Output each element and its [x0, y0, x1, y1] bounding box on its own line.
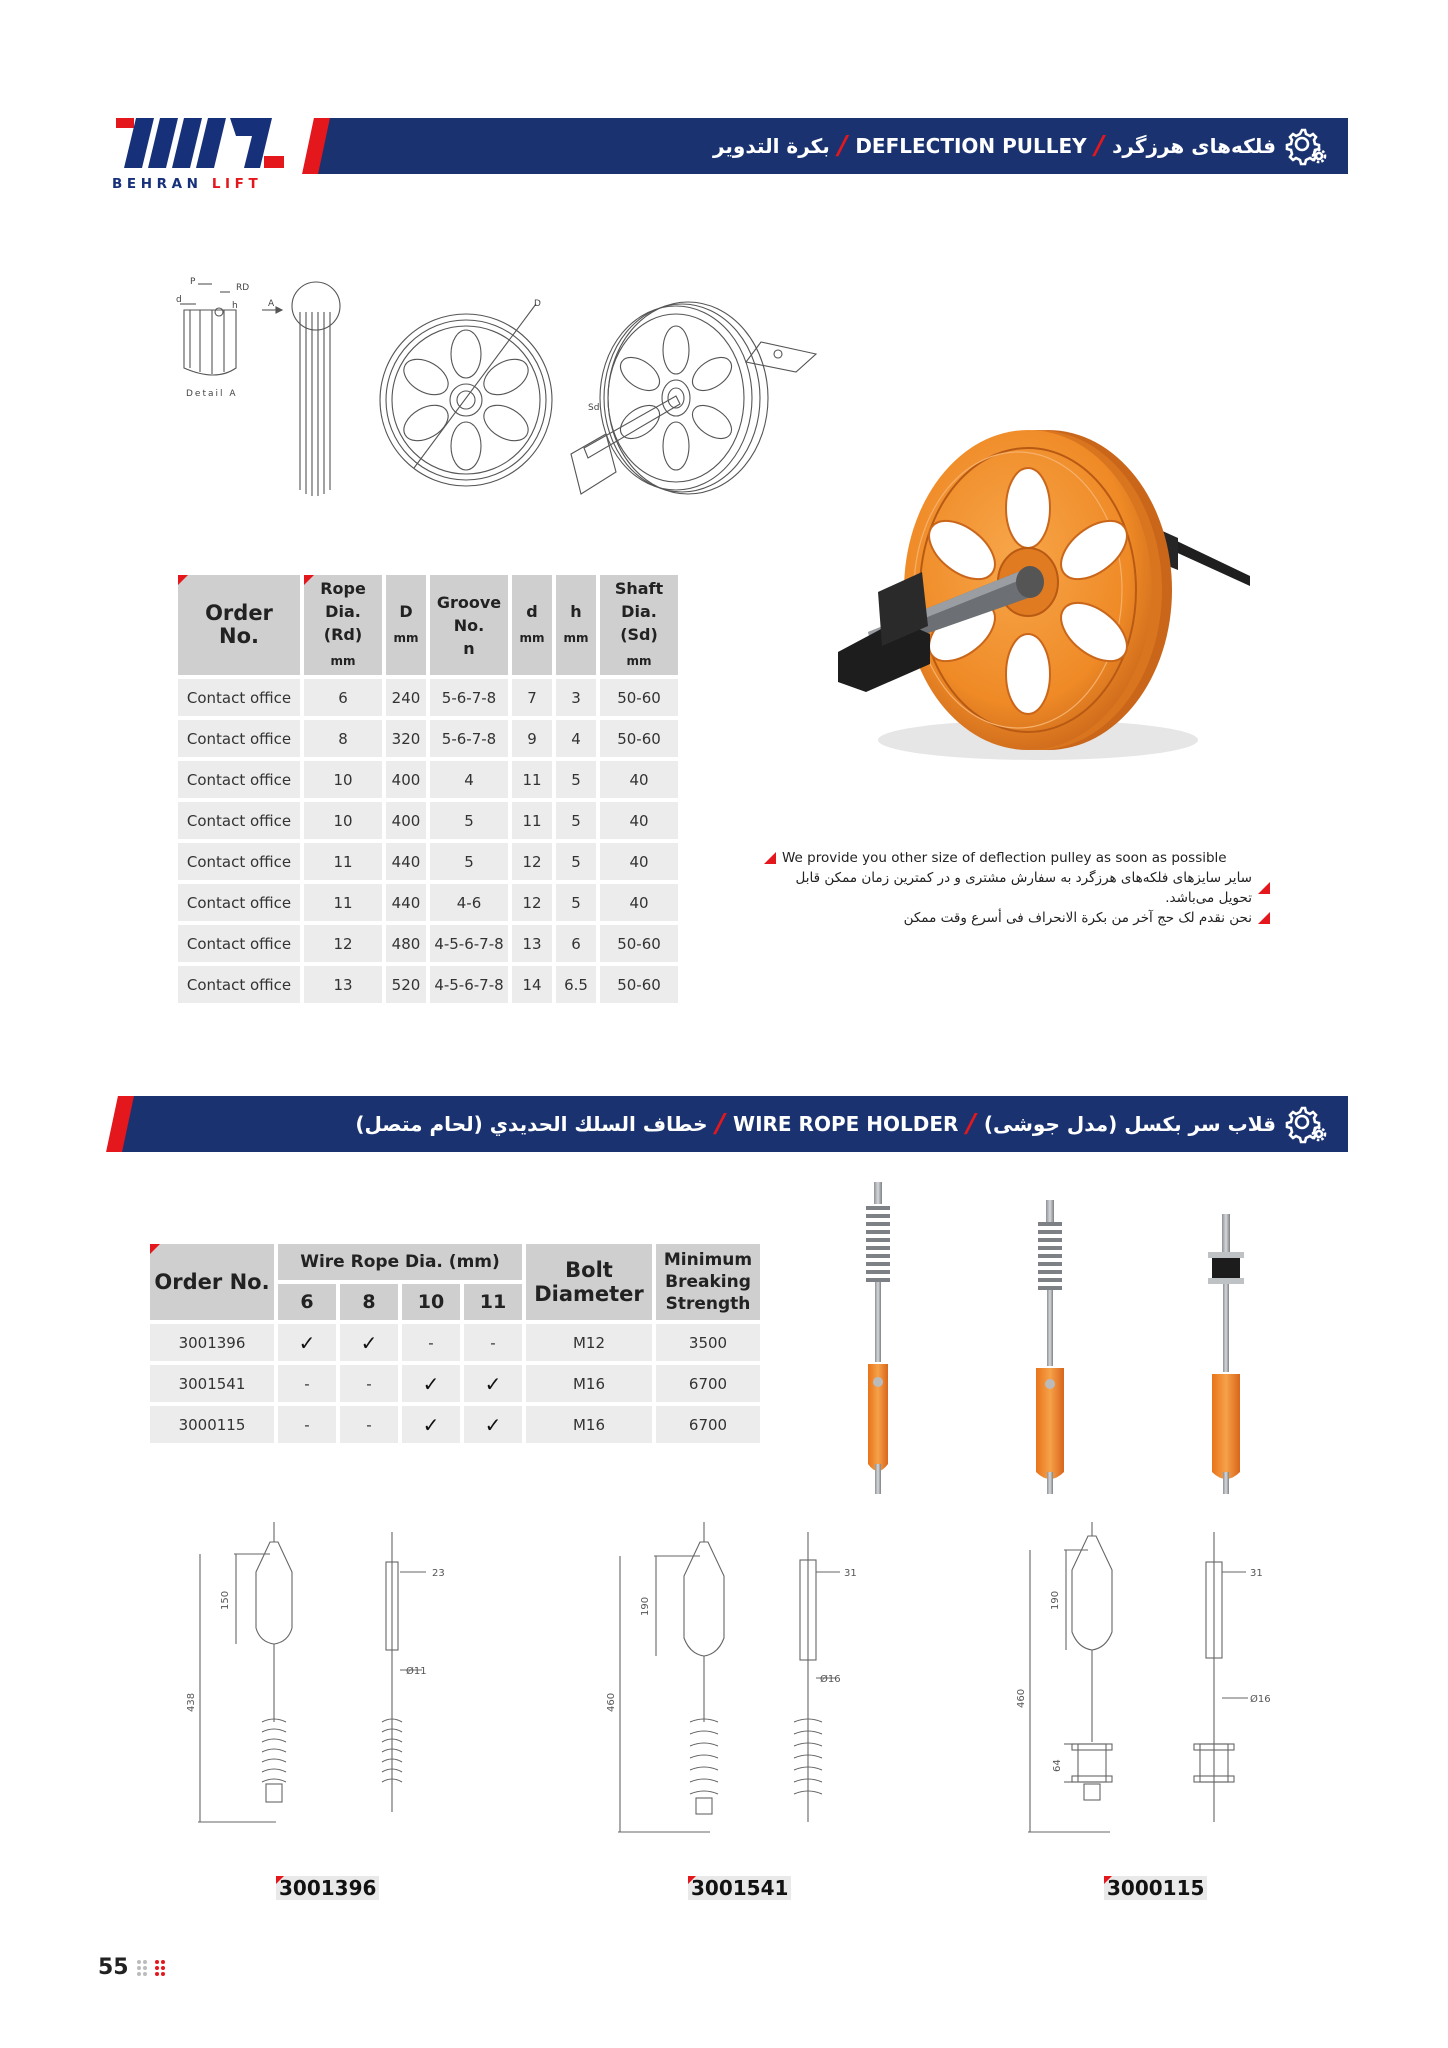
cell-h: 5	[556, 843, 596, 880]
col-header-size-6: 6	[278, 1284, 336, 1320]
col-header-h: h mm	[556, 575, 596, 675]
page-number: 55	[98, 1955, 169, 1980]
model-label-3001396: 3001396	[276, 1876, 379, 1900]
cell-shaft-dia: 40	[600, 761, 678, 798]
cell-order-no: Contact office	[178, 925, 300, 962]
cell-d: 11	[512, 761, 552, 798]
dim-label-width-1: 23	[432, 1568, 445, 1579]
dots-icon	[135, 1957, 169, 1979]
col-header-size-11: 11	[464, 1284, 522, 1320]
cell-d: 7	[512, 679, 552, 716]
col-header-bolt-diameter: Bolt Diameter	[526, 1244, 652, 1320]
drawing-label-h: h	[232, 301, 238, 311]
banner-separator: /	[966, 1109, 976, 1139]
holder-photo-3001396	[866, 1182, 890, 1494]
cell-h: 5	[556, 802, 596, 839]
cell-size-10: ✓	[402, 1406, 460, 1443]
banner-title-arabic: بكرة التدوير	[712, 134, 830, 158]
banner-separator: /	[837, 131, 848, 161]
cell-order-no: Contact office	[178, 679, 300, 716]
dim-label-diameter-1: Ø11	[406, 1666, 427, 1677]
cell-rope-dia: 11	[304, 884, 382, 921]
cell-groove-no: 5	[430, 802, 508, 839]
section-banner-deflection-pulley	[318, 118, 1348, 174]
wire-rope-holder-photos	[820, 1178, 1260, 1496]
table-row	[178, 802, 678, 839]
table-row	[178, 966, 678, 1003]
cell-order-no: Contact office	[178, 802, 300, 839]
col-header-min-breaking-strength: Minimum Breaking Strength	[656, 1244, 760, 1320]
cell-rope-dia: 12	[304, 925, 382, 962]
cell-order-no: Contact office	[178, 720, 300, 757]
drawing-label-a: A	[268, 299, 275, 309]
dim-label-total-2: 460	[606, 1692, 617, 1712]
cell-rope-dia: 6	[304, 679, 382, 716]
dim-label-height-1: 150	[220, 1590, 231, 1610]
logo-text	[112, 176, 262, 192]
cell-groove-no: 4-6	[430, 884, 508, 921]
dim-label-total-3: 460	[1016, 1688, 1027, 1708]
col-header-size-8: 8	[340, 1284, 398, 1320]
cell-shaft-dia: 50-60	[600, 679, 678, 716]
col-header-groove-no: Groove No. n	[430, 575, 508, 675]
cell-groove-no: 5	[430, 843, 508, 880]
banner-title-arabic: خطاف السلك الحديدي (لحام متصل)	[355, 1112, 708, 1136]
table-row	[150, 1365, 760, 1402]
cell-rope-dia: 8	[304, 720, 382, 757]
cell-D: 320	[386, 720, 426, 757]
gear-icon	[1284, 1102, 1328, 1146]
cell-rope-dia: 11	[304, 843, 382, 880]
cell-d: 14	[512, 966, 552, 1003]
cell-h: 6	[556, 925, 596, 962]
col-header-rope-dia: Rope Dia. (Rd) mm	[304, 575, 382, 675]
holder-photo-3001541	[1036, 1200, 1064, 1494]
section-banner-wire-rope-holder	[122, 1096, 1348, 1152]
col-header-shaft-dia: Shaft Dia. (Sd) mm	[600, 575, 678, 675]
cell-d: 13	[512, 925, 552, 962]
pulley-notes	[764, 848, 1270, 928]
holder-photo-3000115	[1208, 1214, 1244, 1494]
cell-order-no: 3000115	[150, 1406, 274, 1443]
col-header-d: d mm	[512, 575, 552, 675]
red-triangle-icon	[764, 852, 776, 864]
cell-D: 440	[386, 884, 426, 921]
col-header-size-10: 10	[402, 1284, 460, 1320]
cell-shaft-dia: 50-60	[600, 925, 678, 962]
table-row	[178, 761, 678, 798]
dim-label-height-3: 190	[1050, 1590, 1061, 1610]
cell-size-11: ✓	[464, 1365, 522, 1402]
banner-title-english: DEFLECTION PULLEY	[855, 134, 1087, 158]
drawing-label-d-small: d	[176, 295, 182, 305]
deflection-pulley-table	[174, 571, 682, 1007]
cell-h: 5	[556, 884, 596, 921]
cell-size-8: ✓	[340, 1324, 398, 1361]
banner-separator: /	[1094, 131, 1105, 161]
drawing-label-p: P	[190, 277, 196, 287]
drawing-label-detail: Detail A	[186, 389, 238, 399]
cell-order-no: Contact office	[178, 966, 300, 1003]
cell-size-10: ✓	[402, 1365, 460, 1402]
cell-min-breaking-strength: 6700	[656, 1406, 760, 1443]
cell-bolt-diameter: M16	[526, 1406, 652, 1443]
banner-separator: /	[715, 1109, 726, 1139]
dim-label-width-2: 31	[844, 1568, 857, 1579]
cell-size-10: -	[402, 1324, 460, 1361]
drawing-label-d: D	[534, 299, 541, 309]
cell-shaft-dia: 40	[600, 843, 678, 880]
red-triangle-icon	[1258, 882, 1270, 894]
cell-size-6: ✓	[278, 1324, 336, 1361]
dim-label-total-1: 438	[186, 1692, 197, 1712]
cell-size-6: -	[278, 1365, 336, 1402]
cell-size-8: -	[340, 1365, 398, 1402]
cell-D: 400	[386, 761, 426, 798]
drawing-label-sd: Sd	[588, 403, 600, 413]
cell-D: 400	[386, 802, 426, 839]
cell-size-6: -	[278, 1406, 336, 1443]
cell-groove-no: 5-6-7-8	[430, 720, 508, 757]
logo-mark-icon	[112, 116, 288, 170]
cell-groove-no: 4	[430, 761, 508, 798]
cell-bolt-diameter: M12	[526, 1324, 652, 1361]
cell-rope-dia: 13	[304, 966, 382, 1003]
cell-D: 480	[386, 925, 426, 962]
cell-D: 440	[386, 843, 426, 880]
red-triangle-icon	[1258, 912, 1270, 924]
cell-groove-no: 5-6-7-8	[430, 679, 508, 716]
cell-order-no: 3001396	[150, 1324, 274, 1361]
cell-d: 9	[512, 720, 552, 757]
holder-technical-drawings	[180, 1522, 1300, 1840]
cell-shaft-dia: 40	[600, 884, 678, 921]
dim-label-rubber-3: 64	[1052, 1759, 1063, 1772]
cell-size-8: -	[340, 1406, 398, 1443]
banner-title-english: WIRE ROPE HOLDER	[733, 1112, 959, 1136]
gear-icon	[1284, 124, 1328, 168]
cell-d: 11	[512, 802, 552, 839]
cell-order-no: 3001541	[150, 1365, 274, 1402]
cell-groove-no: 4-5-6-7-8	[430, 925, 508, 962]
cell-shaft-dia: 40	[600, 802, 678, 839]
cell-rope-dia: 10	[304, 802, 382, 839]
note-persian: سایر سایزهای فلکه‌های هرزگرد به سفارش مشتری و در کمترین زمان ممکن قابل تحویل می‌باشد.	[764, 868, 1270, 908]
model-label-3001541: 3001541	[688, 1876, 791, 1900]
cell-min-breaking-strength: 3500	[656, 1324, 760, 1361]
brand-logo	[112, 116, 288, 196]
table-row	[178, 679, 678, 716]
note-arabic: نحن نقدم لک حج آخر من بکرة الانحراف فی أسرع وقت ممکن	[764, 908, 1270, 928]
table-header-row	[178, 575, 678, 675]
note-english: We provide you other size of deflection pulley as soon as possible	[764, 848, 1270, 868]
table-row	[150, 1406, 760, 1443]
dim-label-height-2: 190	[640, 1596, 651, 1616]
cell-groove-no: 4-5-6-7-8	[430, 966, 508, 1003]
logo-name-part1: BEHRAN	[112, 176, 212, 192]
cell-D: 520	[386, 966, 426, 1003]
cell-size-11: -	[464, 1324, 522, 1361]
cell-shaft-dia: 50-60	[600, 720, 678, 757]
cell-h: 4	[556, 720, 596, 757]
cell-h: 6.5	[556, 966, 596, 1003]
cell-min-breaking-strength: 6700	[656, 1365, 760, 1402]
dim-label-diameter-3: Ø16	[1250, 1694, 1271, 1705]
banner-title-persian: قلاب سر بکسل (مدل جوشی)	[983, 1112, 1276, 1136]
pulley-technical-drawing	[176, 272, 826, 504]
table-row	[178, 720, 678, 757]
col-header-order-no: Order No.	[178, 575, 300, 675]
cell-D: 240	[386, 679, 426, 716]
cell-order-no: Contact office	[178, 884, 300, 921]
cell-h: 5	[556, 761, 596, 798]
drawing-label-rd: RD	[236, 283, 250, 293]
table-row	[150, 1324, 760, 1361]
cell-order-no: Contact office	[178, 761, 300, 798]
deflection-pulley-photo	[838, 420, 1258, 780]
cell-d: 12	[512, 843, 552, 880]
cell-rope-dia: 10	[304, 761, 382, 798]
banner-title-persian: فلکه‌های هرزگرد	[1112, 134, 1276, 158]
dim-label-diameter-2: Ø16	[820, 1674, 841, 1685]
wire-rope-holder-table	[146, 1240, 764, 1447]
cell-order-no: Contact office	[178, 843, 300, 880]
cell-bolt-diameter: M16	[526, 1365, 652, 1402]
col-header-order-no: Order No.	[150, 1244, 274, 1320]
cell-h: 3	[556, 679, 596, 716]
cell-d: 12	[512, 884, 552, 921]
cell-shaft-dia: 50-60	[600, 966, 678, 1003]
dim-label-width-3: 31	[1250, 1568, 1263, 1579]
table-header-row	[150, 1244, 760, 1280]
table-row	[178, 843, 678, 880]
logo-name-part2: LIFT	[211, 176, 263, 192]
cell-size-11: ✓	[464, 1406, 522, 1443]
col-header-D: D mm	[386, 575, 426, 675]
table-row	[178, 884, 678, 921]
col-header-wire-rope-dia: Wire Rope Dia. (mm)	[278, 1244, 522, 1280]
model-label-3000115: 3000115	[1104, 1876, 1207, 1900]
table-row	[178, 925, 678, 962]
